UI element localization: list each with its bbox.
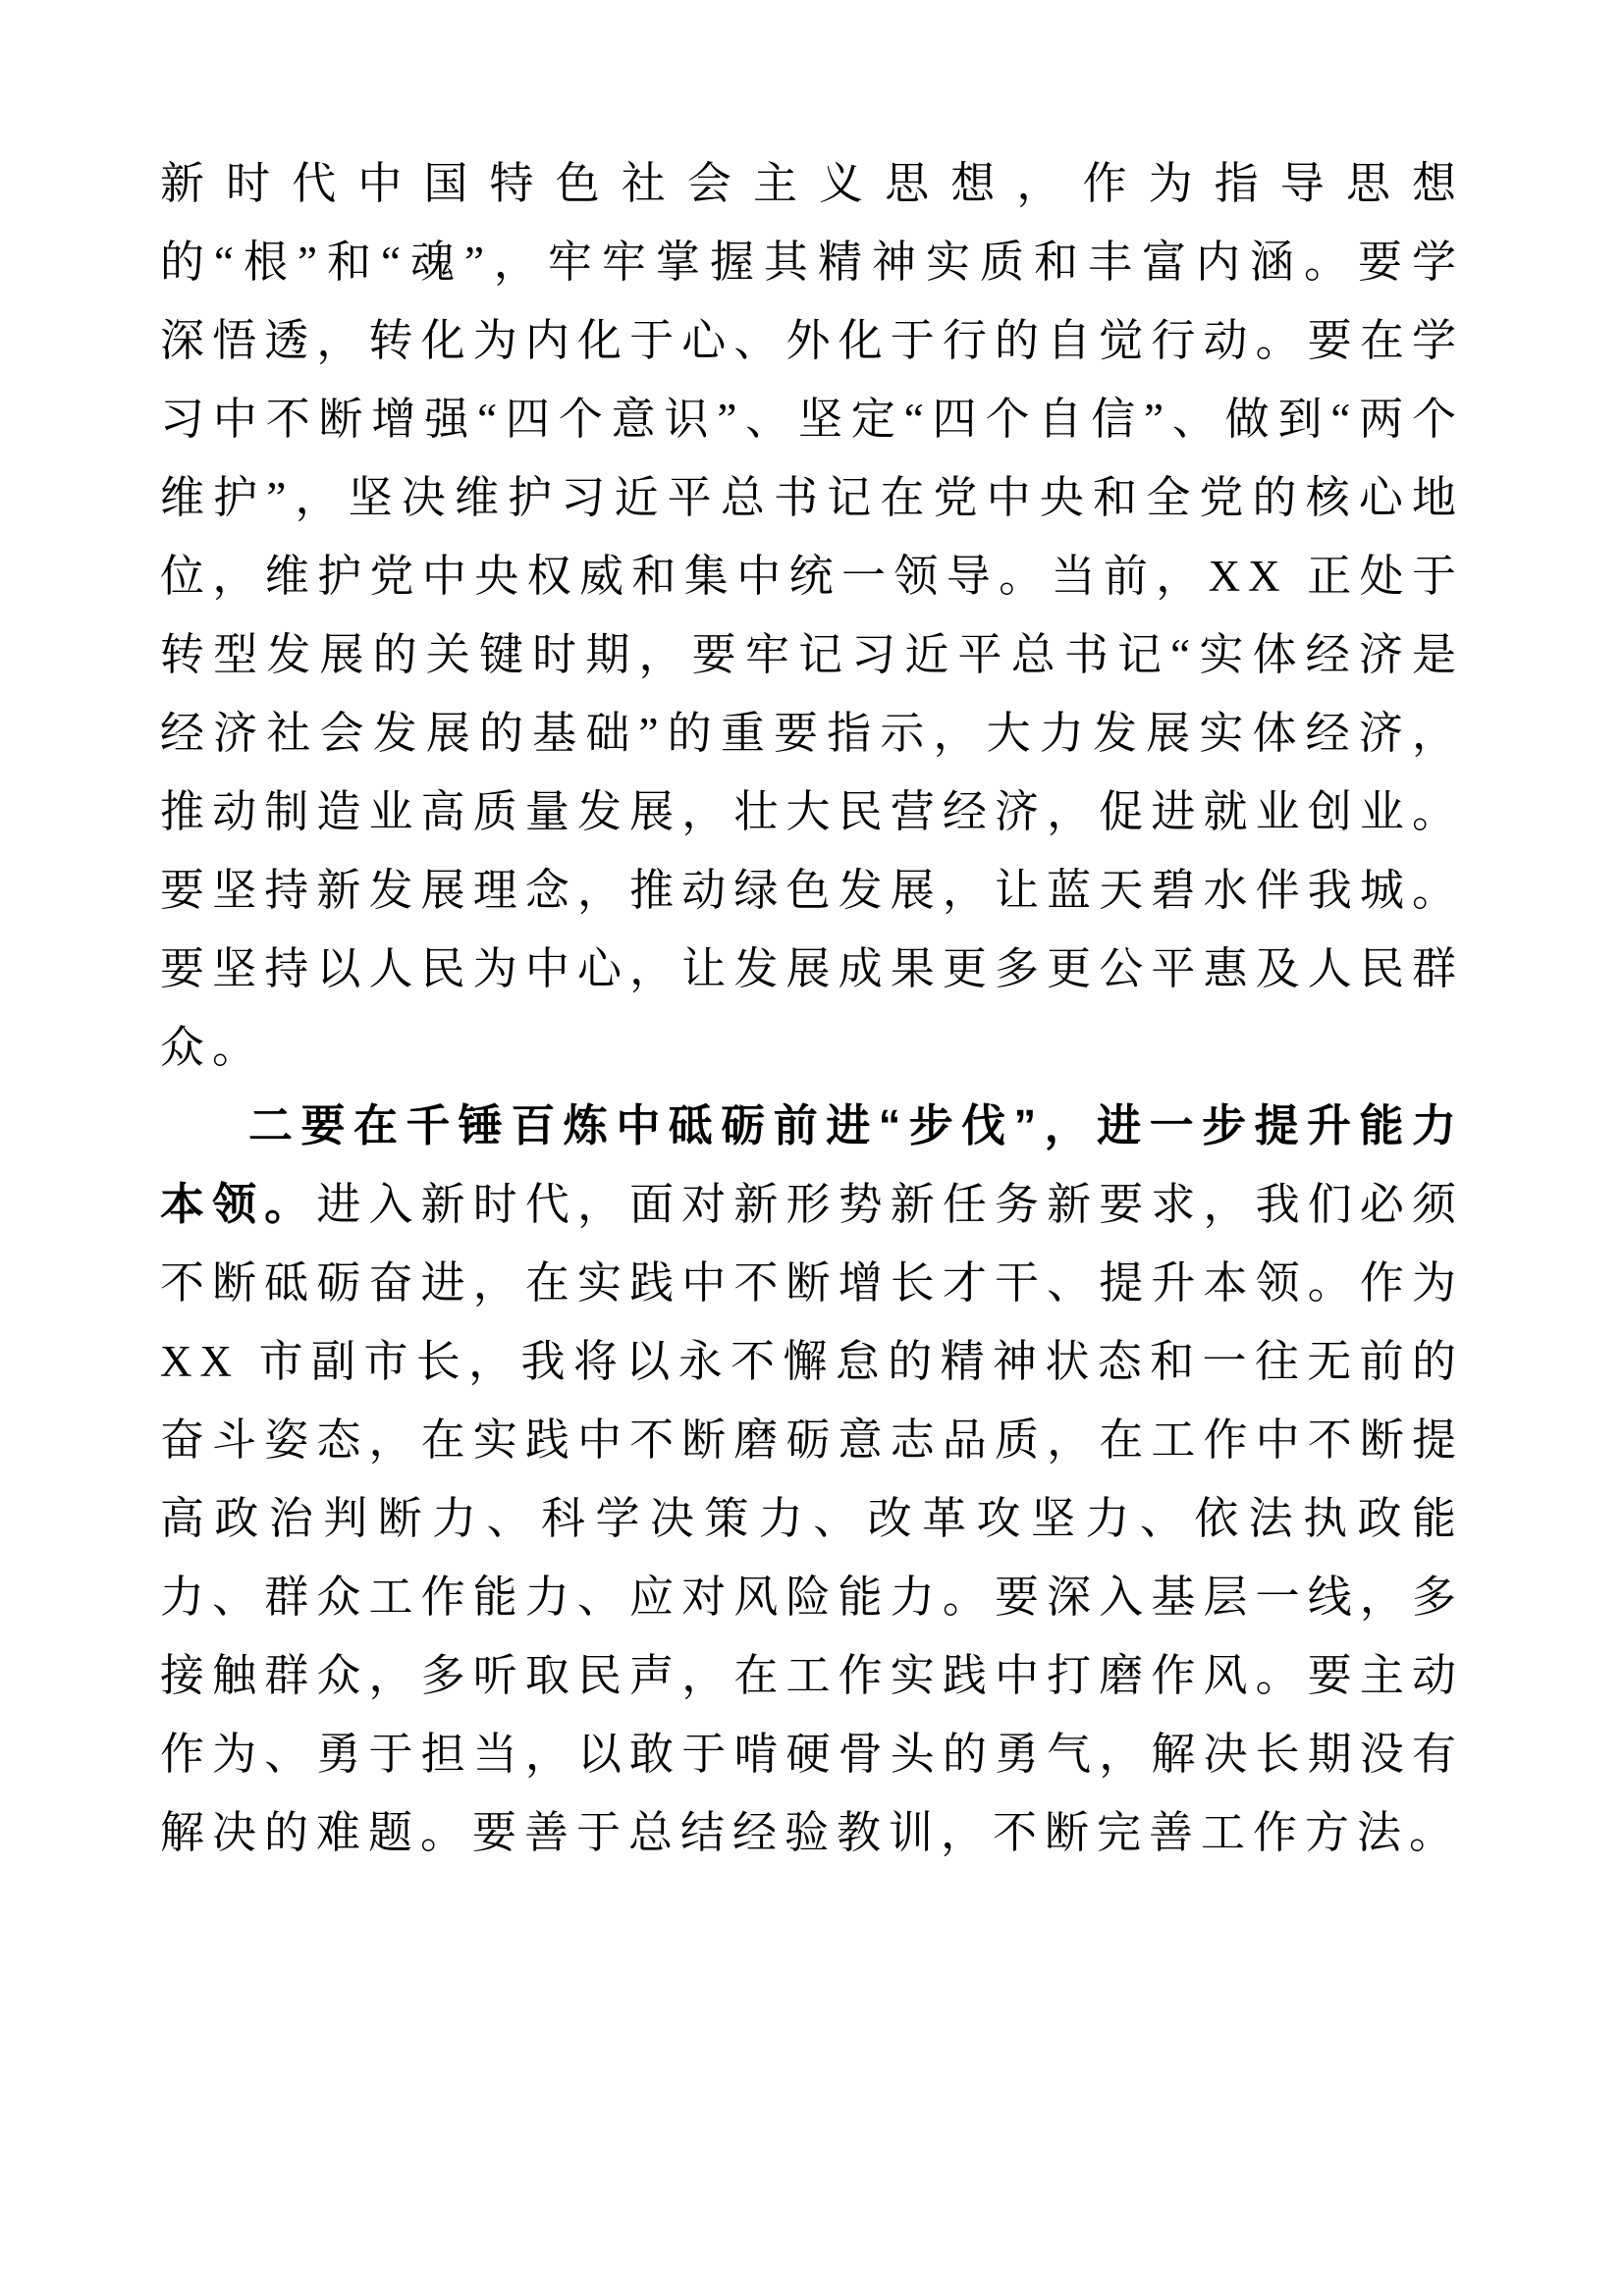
paragraph-continuation-text: 新时代中国特色社会主义思想，作为指导思想的“根”和“魂”，牢牢掌握其精神实质和丰富内涵。要学深悟透，转化为内化于心、外化于行的自觉行动。要在学习中不断增强“四个意识”、坚定“四个自信”、做到“两个维护”，坚决维护习近平总书记在党中央和全党的核心地位，维护党中央权威和集中统一领导。当前，XX 正处于转型发展的关键时期，要牢记习近平总书记“实体经济是经济社会发展的基础”的重要指示，大力发展实体经济，推动制造业高质量发展，壮大民营经济，促进就业创业。要坚持新发展理念，推动绿色发展，让蓝天碧水伴我城。要坚持以人民为中心，让发展成果更多更公平惠及人民群众。	[160, 159, 1464, 1072]
document-body	[160, 144, 1464, 1872]
paragraph-second-point-text: 进入新时代，面对新形势新任务新要求，我们必须不断砥砺奋进，在实践中不断增长才干、提升本领。作为 XX 市副市长，我将以永不懈怠的精神状态和一往无前的奋斗姿态，在实践中不断磨砺意志品质，在工作中不断提高政治判断力、科学决策力、改革攻坚力、依法执政能力、群众工作能力、应对风险能力。要深入基层一线，多接触群众，多听取民声，在工作实践中打磨作风。要主动作为、勇于担当，以敢于啃硬骨头的勇气，解决长期没有解决的难题。要善于总结经验教训，不断完善工作方法。	[160, 1180, 1464, 1857]
paragraph-second-point-lead: 二要在千锤百炼中砥砺前进“步伐”，进一步提升能力本领。	[160, 1100, 1464, 1229]
paragraph-second-point	[160, 1087, 1464, 1872]
paragraph-continuation	[160, 144, 1464, 1087]
